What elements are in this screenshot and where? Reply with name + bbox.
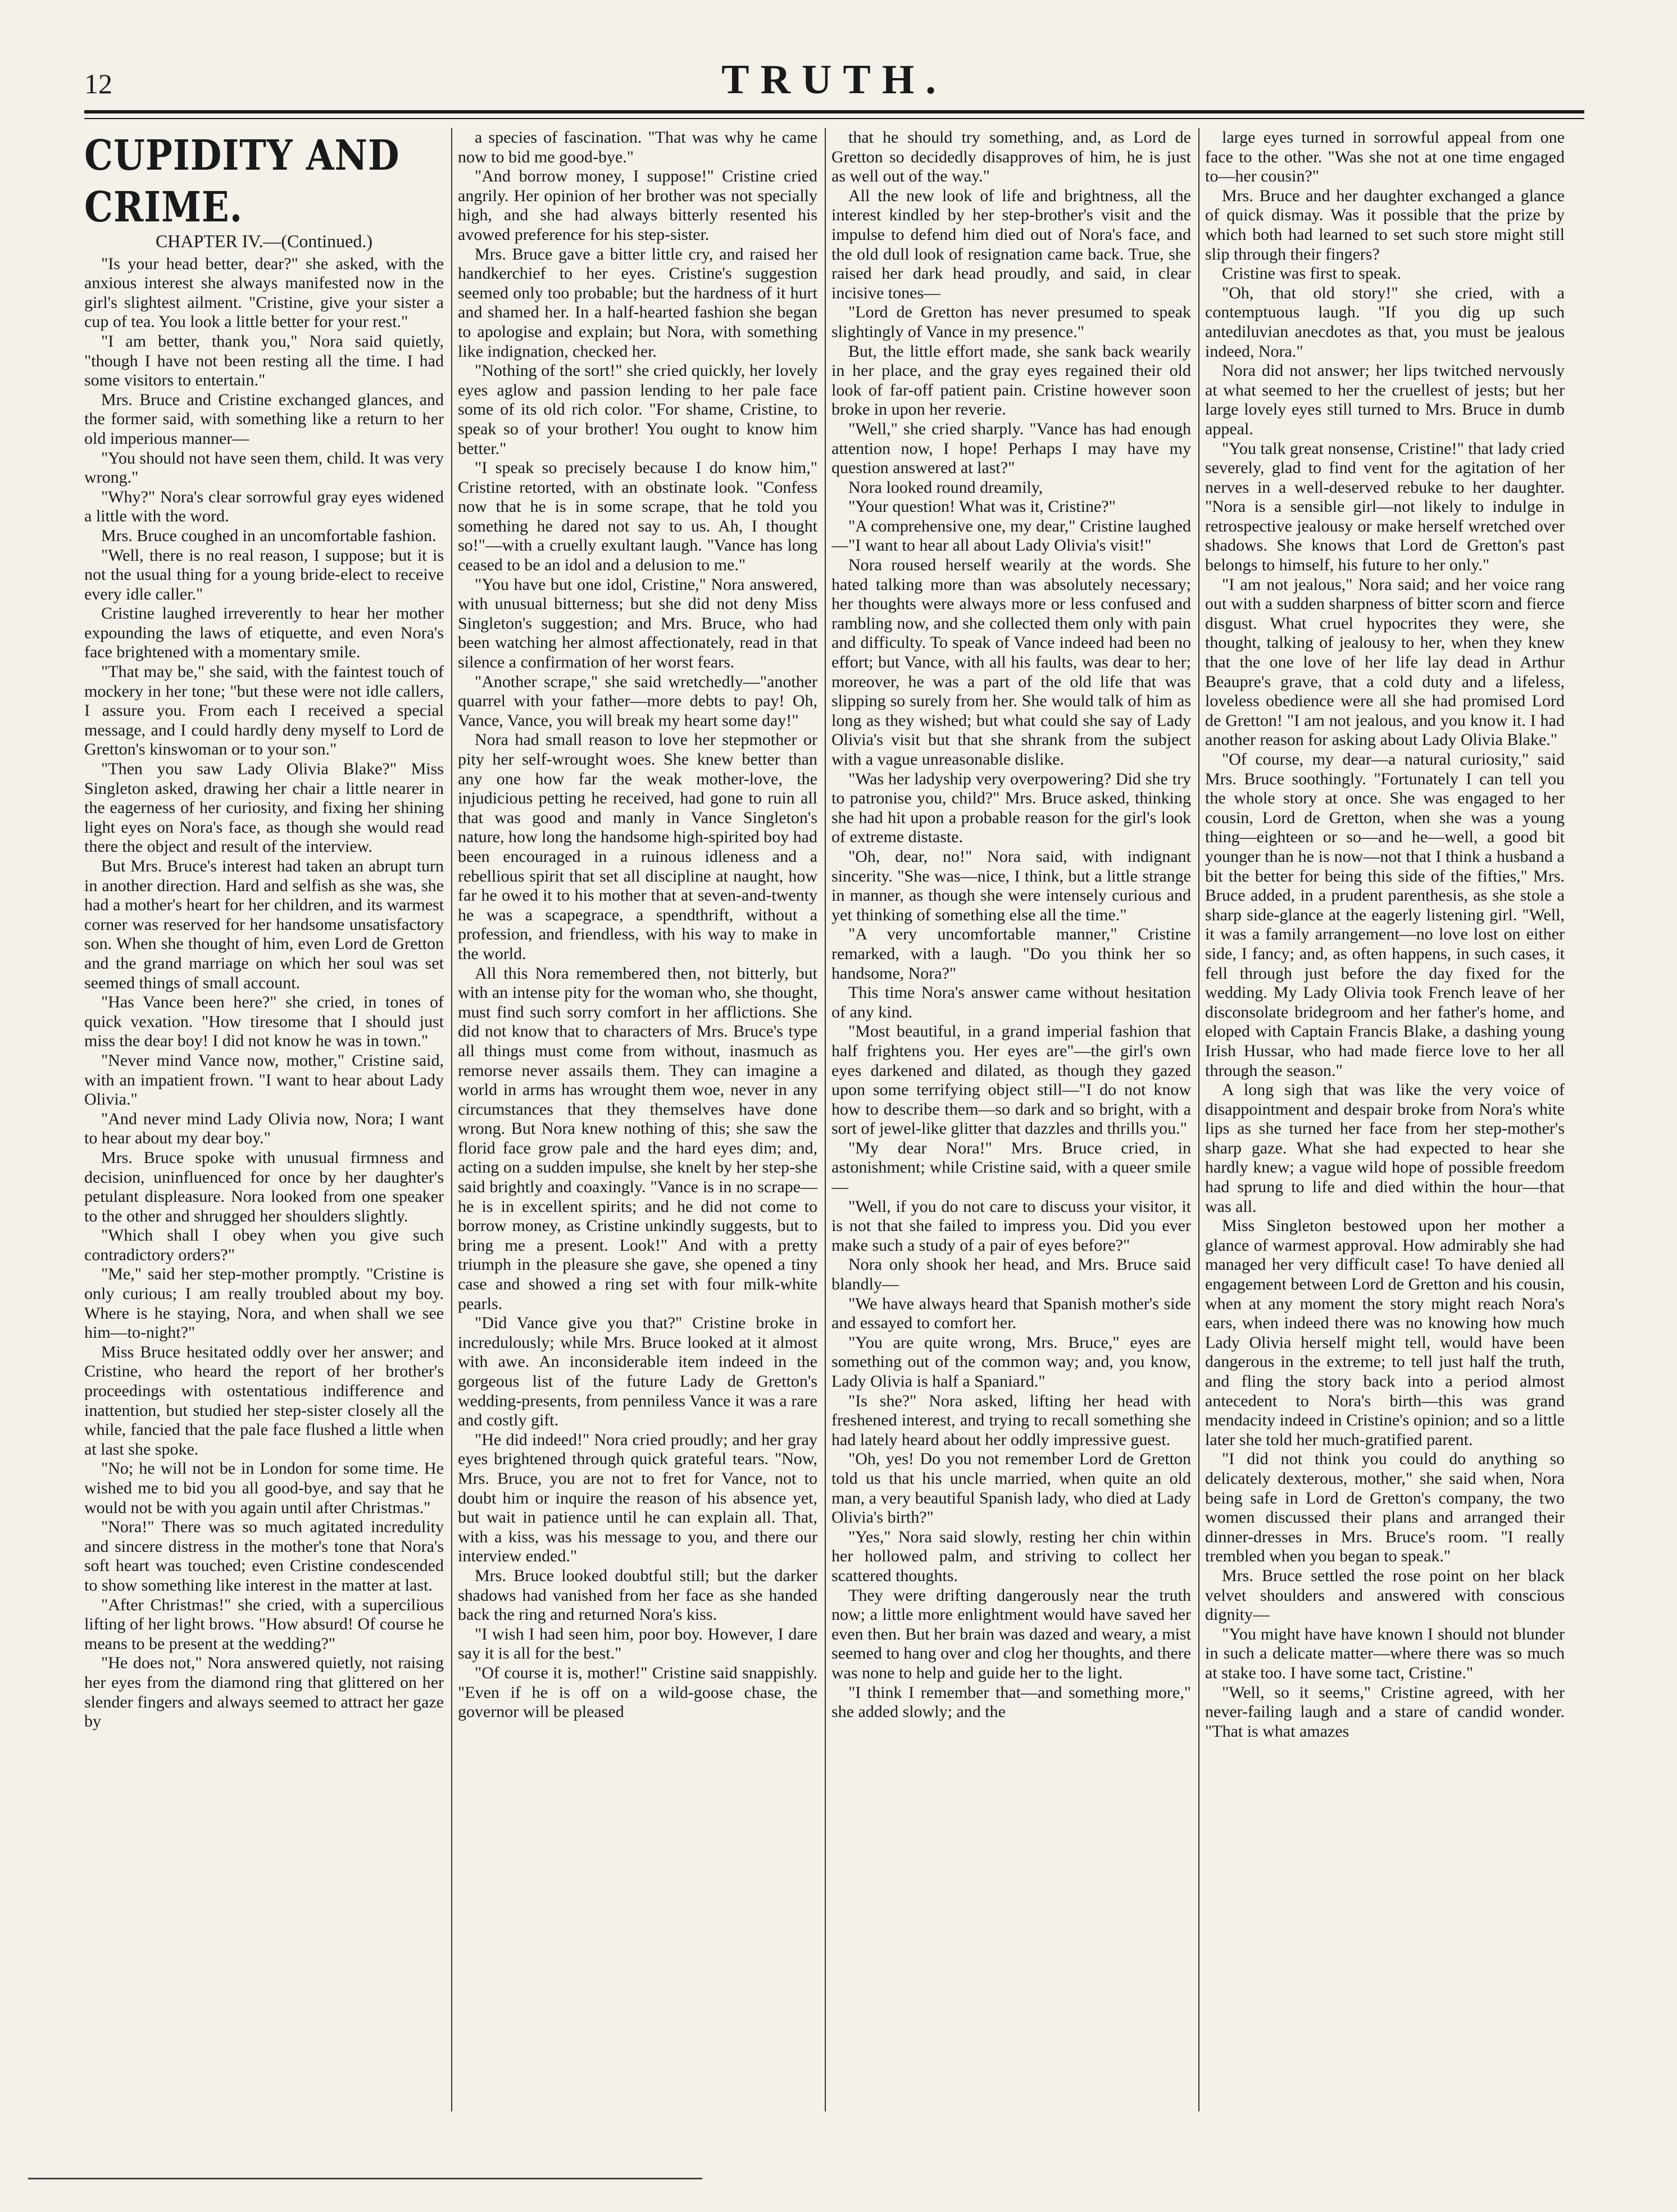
- paragraph: "After Christmas!" she cried, with a supercilious lifting of her light brows. "How absurd! Of course he means to be present at the wedding?": [84, 1595, 444, 1653]
- paragraph: "Is she?" Nora asked, lifting her head with freshened interest, and trying to recall something she had lately heard about her oddly impressive guest.: [831, 1391, 1191, 1449]
- paragraph: But, the little effort made, she sank back wearily in her place, and the gray eyes regained their old look of far-off patient pain. Cristine however soon broke in upon her reverie.: [831, 342, 1191, 419]
- paragraph: "You have but one idol, Cristine," Nora answered, with unusual bitterness; but she did not deny Miss Singleton's suggestion; and Mrs. Bruce, who had been watching her almost affectionately, read in that silence a confirmation of her worst fears.: [458, 575, 817, 672]
- paragraph: "I am not jealous," Nora said; and her voice rang out with a sudden sharpness of bitter scorn and fierce disgust. What cruel hypocrites they were, she thought, talking of jealousy to her, when they knew that the one love of her life lay dead in Arthur Beaupre's grave, that a cold duty and a lifeless, loveless obedience were all she had promised Lord de Gretton! "I am not jealous, and you know it. I had another reason for asking about Lady Olivia Blake.": [1205, 575, 1565, 750]
- article-title: CUPIDITY AND CRIME.: [84, 131, 400, 232]
- paragraph: "Oh, that old story!" she cried, with a contemptuous laugh. "If you dig up such antediluvian anecdotes as that, you must be jealous indeed, Nora.": [1205, 283, 1565, 361]
- paragraph: "I am better, thank you," Nora said quietly, "though I have not been resting all the time. I had some visitors to entertain.": [84, 331, 444, 390]
- paragraph: A long sigh that was like the very voice of disappointment and despair broke from Nora's white lips as she turned her face from her step-mother's sharp gaze. What she had expected to hear she hardly knew; a vague wild hope of possible freedom had sprung to life and died within the hour—that was all.: [1205, 1080, 1565, 1216]
- paragraph: "You might have have known I should not blunder in such a delicate matter—where there was so much at stake too. I have some tact, Cristine.": [1205, 1624, 1565, 1682]
- paragraph: "We have always heard that Spanish mother's side and essayed to comfort her.: [831, 1294, 1191, 1333]
- paragraph: "Another scrape," she said wretchedly—"another quarrel with your father—more debts to pay! Oh, Vance, Vance, you will break my heart some day!": [458, 672, 817, 730]
- page-header: [84, 52, 1584, 103]
- column-divider: [451, 128, 452, 2111]
- paragraph: "No; he will not be in London for some time. He wished me to bid you all good-bye, and say that he would not be with you again until after Christmas.": [84, 1459, 444, 1517]
- column-1-body: [84, 255, 444, 1732]
- paragraph: "Never mind Vance now, mother," Cristine said, with an impatient frown. "I want to hear about Lady Olivia.": [84, 1051, 444, 1109]
- paragraph: "Me," said her step-mother promptly. "Cristine is only curious; I am really troubled about my boy. Where is he staying, Nora, and when shall we see him—to-night?": [84, 1265, 444, 1342]
- paragraph: "Most beautiful, in a grand imperial fashion that half frightens you. Her eyes are"—the girl's own eyes darkened and dilated, as though they gazed upon some terrifying object still—"I do not know how to describe them—so dark and so bright, with a sort of jewel-like glitter that dazzles and thrills you.": [831, 1022, 1191, 1138]
- paragraph: But Mrs. Bruce's interest had taken an abrupt turn in another direction. Hard and selfish as she was, she had a mother's heart for her children, and its warmest corner was reserved for her handsome unsatisfactory son. When she thought of him, even Lord de Gretton and the grand marriage on which her soul was set seemed things of small account.: [84, 857, 444, 992]
- column-1: [84, 128, 444, 2111]
- paragraph: "He does not," Nora answered quietly, not raising her eyes from the diamond ring that glittered on her slender fingers and always seemed to attract her gaze by: [84, 1654, 444, 1731]
- column-4-body: [1205, 128, 1565, 1741]
- paragraph: Nora had small reason to love her stepmother or pity her self-wrought woes. She knew better than any one how far the weak mother-love, the injudicious petting he received, had gone to ruin all that was good and manly in Vance Singleton's nature, how long the handsome high-spirited boy had been encouraged in a ruinous idleness and a rebellious spirit that set all discipline at naught, how far he owed it to his mother that at seven-and-twenty he was a scapegrace, a spendthrift, without a profession, and friendless, with his way to make in the world.: [458, 730, 817, 963]
- paragraph: that he should try something, and, as Lord de Gretton so decidedly disapproves of him, he is just as well out of the way.": [831, 128, 1191, 186]
- paragraph: "Of course, my dear—a natural curiosity," said Mrs. Bruce soothingly. "Fortunately I can tell you the whole story at once. She was engaged to her cousin, Lord de Gretton, when she was a young thing—eighteen or so—and he—well, a good bit younger than he is now—not that I think a husband a bit the better for being this side of the fifties," Mrs. Bruce added, in a prudent parenthesis, as she stole a sharp side-glance at the eagerly listening girl. "Well, it was a family arrangement—no love lost on either side, I fancy; and, as often happens, in such cases, it fell through just before the day fixed for the wedding. My Lady Olivia took French leave of her disconsolate bridegroom and her father's home, and eloped with Captain Francis Blake, a dashing young Irish Hussar, who had made fierce love to her all through the season.": [1205, 750, 1565, 1080]
- paragraph: "I think I remember that—and something more," she added slowly; and the: [831, 1683, 1191, 1722]
- paragraph: Mrs. Bruce gave a bitter little cry, and raised her handkerchief to her eyes. Cristine's suggestion seemed only too probable; but the hardness of it hurt and shamed her. In a half-hearted fashion she began to apologise and explain; but Nora, with something like indignation, checked her.: [458, 244, 817, 361]
- paragraph: "Was her ladyship very overpowering? Did she try to patronise you, child?" Mrs. Bruce asked, thinking she had hit upon a probable reason for the girl's look of extreme distaste.: [831, 769, 1191, 847]
- paragraph: "Oh, dear, no!" Nora said, with indignant sincerity. "She was—nice, I think, but a little strange in manner, as though she were intensely curious and yet thinking of something else all the time.": [831, 847, 1191, 924]
- paragraph: "Well, there is no real reason, I suppose; but it is not the usual thing for a young bride-elect to receive every idle caller.": [84, 546, 444, 603]
- paragraph: Nora only shook her head, and Mrs. Bruce said blandly—: [831, 1255, 1191, 1294]
- paragraph: "Did Vance give you that?" Cristine broke in incredulously; while Mrs. Bruce looked at it almost with awe. An inconsiderable item indeed in the gorgeous list of the future Lady de Gretton's wedding-presents, from penniless Vance it was a rare and costly gift.: [458, 1314, 817, 1430]
- paragraph: "Which shall I obey when you give such contradictory orders?": [84, 1226, 444, 1264]
- paragraph: Cristine was first to speak.: [1222, 264, 1402, 283]
- paragraph: large eyes turned in sorrowful appeal from one face to the other. "Was she not at one time engaged to—her cousin?": [1205, 128, 1565, 186]
- paragraph: Mrs. Bruce and her daughter exchanged a glance of quick dismay. Was it possible that the prize by which both had learned to set such store might still slip through their fingers?: [1205, 186, 1565, 264]
- paragraph: "Well, if you do not care to discuss your visitor, it is not that she failed to impress you. Did you ever make such a study of a pair of eyes before?": [831, 1197, 1191, 1255]
- paragraph: Miss Bruce hesitated oddly over her answer; and Cristine, who heard the report of her brother's proceedings with ostentatious indifference and inattention, but studied her step-sister closely all the while, fancied that the pale face flushed a little when at last she spoke.: [84, 1342, 444, 1459]
- paragraph: "Nora!" There was so much agitated incredulity and sincere distress in the mother's tone that Nora's soft heart was touched; even Cristine condescended to show something like interest in the matter at last.: [84, 1518, 444, 1595]
- paragraph: "I speak so precisely because I do know him," Cristine retorted, with an obstinate look. "Confess now that he is in some scrape, that he told you something he dared not say to us. Ah, I thought so!"—with a cruelly exultant laugh. "Vance has long ceased to be an idol and a delusion to me.": [458, 458, 817, 575]
- paragraph: "A very uncomfortable manner," Cristine remarked, with a laugh. "Do you think her so handsome, Nora?": [831, 925, 1191, 983]
- column-4: [1205, 128, 1565, 2111]
- paragraph: "Is your head better, dear?" she asked, with the anxious interest she always manifested now in the girl's slightest ailment. "Cristine, give your sister a cup of tea. You look a little better for your rest.": [84, 254, 444, 331]
- paragraph: Mrs. Bruce spoke with unusual firmness and decision, uninfluenced for once by her daughter's petulant displeasure. Nora looked from one speaker to the other and shrugged her shoulders slightly.: [84, 1148, 444, 1225]
- paragraph: All the new look of life and brightness, all the interest kindled by her step-brother's visit and the impulse to defend him died out of Nora's face, and the old dull look of resignation came back. True, she raised her dark head proudly, and said, in clear incisive tones—: [831, 186, 1191, 302]
- paragraph: Nora roused herself wearily at the words. She hated talking more than was absolutely necessary; her thoughts were always more or less confused and rambling now, and she collected them only with pain and difficulty. To speak of Vance indeed had been no effort; but Vance, with all his faults, was dear to her; moreover, he was a part of the old life that was slipping so surely from her. She would talk of him as long as they wished; but what could she say of Lady Olivia's visit but that she shrank from the subject with a vague unreasonable dislike.: [831, 556, 1191, 769]
- paragraph: "I did not think you could do anything so delicately dexterous, mother," she said when, Nora being safe in Lord de Gretton's company, the two women discussed their plans and arranged their dinner-dresses in Mrs. Bruce's room. "I really trembled when you began to speak.": [1205, 1450, 1565, 1566]
- paragraph: All this Nora remembered then, not bitterly, but with an intense pity for the woman who, she thought, must find such sorry comfort in her afflictions. She did not know that to characters of Mrs. Bruce's type all things must come from without, inasmuch as remorse never assails them. They can imagine a world in arms has wrought them woe, never in any circumstances that they themselves have done wrong. But Nora knew nothing of this; she saw the florid face grow pale and the hard eyes dim; and, acting on a sudden impulse, she knelt by her step-she said brightly and coaxingly. "Vance is in no scrape—he is in excellent spirits; and he did not come to borrow money, as Cristine unkindly suggests, but to bring me a present. Look!" And with a pretty triumph in the pleasure she gave, she opened a tiny case and showed a ring set with four milk-white pearls.: [458, 964, 817, 1313]
- paragraph: "He did indeed!" Nora cried proudly; and her gray eyes brightened through quick grateful tears. "Now, Mrs. Bruce, you are not to fret for Vance, not to doubt him or inquire the reason of his absence yet, but wait in patience until he can explain all. That, with a kiss, was his message to you, and there our interview ended.": [458, 1430, 817, 1566]
- page-number: 12: [84, 68, 112, 99]
- paragraph: Mrs. Bruce settled the rose point on her black velvet shoulders and answered with conscious dignity—: [1205, 1566, 1565, 1624]
- paragraph: Nora looked round dreamily,: [848, 478, 1043, 497]
- paragraph: "Well, so it seems," Cristine agreed, with her never-failing laugh and a stare of candid wonder. "That is what amazes: [1205, 1683, 1565, 1741]
- paragraph: "My dear Nora!" Mrs. Bruce cried, in astonishment; while Cristine said, with a queer smile—: [831, 1138, 1191, 1197]
- paragraph: Cristine laughed irreverently to hear her mother expounding the laws of etiquette, and even Nora's face brightened with a momentary smile.: [84, 604, 444, 662]
- footer-rule: [28, 2178, 702, 2179]
- paragraph: This time Nora's answer came without hesitation of any kind.: [831, 983, 1191, 1021]
- paragraph: "Well," she cried sharply. "Vance has had enough attention now, I hope! Perhaps I may have my question answered at last?": [831, 419, 1191, 478]
- column-3: [831, 128, 1191, 2111]
- paragraph: "I wish I had seen him, poor boy. However, I dare say it is all for the best.": [458, 1624, 817, 1663]
- paragraph: "You should not have seen them, child. It was very wrong.": [84, 448, 444, 487]
- paragraph: "Your question! What was it, Cristine?": [848, 497, 1116, 516]
- paragraph: "Why?" Nora's clear sorrowful gray eyes widened a little with the word.: [84, 487, 444, 526]
- paragraph: a species of fascination. "That was why he came now to bid me good-bye.": [458, 128, 817, 166]
- header-rule-thin: [84, 118, 1584, 119]
- column-divider: [825, 128, 826, 2111]
- chapter-heading: CHAPTER IV.—(Continued.): [155, 231, 373, 251]
- column-3-body: [831, 128, 1191, 1722]
- column-divider: [1198, 128, 1199, 2111]
- paragraph: "Then you saw Lady Olivia Blake?" Miss Singleton asked, drawing her chair a little nearer in the eagerness of her curiosity, and fixing her shining light eyes on Nora's face, as though she would read there the object and result of the interview.: [84, 760, 444, 856]
- paragraph: "That may be," she said, with the faintest touch of mockery in her tone; "but these were not idle callers, I assure you. From each I received a special message, and I could hardly deny myself to Lord de Gretton's kinswoman or to your son.": [84, 662, 444, 759]
- paragraph: "And borrow money, I suppose!" Cristine cried angrily. Her opinion of her brother was not specially high, and she had always bitterly resented his avowed preference for his step-sister.: [458, 167, 817, 244]
- paragraph: "Yes," Nora said slowly, resting her chin within her hollowed palm, and striving to collect her scattered thoughts.: [831, 1527, 1191, 1585]
- paragraph: "You talk great nonsense, Cristine!" that lady cried severely, glad to find vent for the agitation of her nerves in a well-deserved rebuke to her daughter. "Nora is a sensible girl—not likely to indulge in retrospective jealousy or make herself wretched over shadows. She knows that Lord de Gretton's past belongs to himself, his future to her only.": [1205, 439, 1565, 575]
- paragraph: "A comprehensive one, my dear," Cristine laughed—"I want to hear all about Lady Olivia's visit!": [831, 516, 1191, 555]
- masthead: TRUTH.: [721, 57, 947, 103]
- paragraph: Mrs. Bruce and Cristine exchanged glances, and the former said, with something like a return to her old imperious manner—: [84, 390, 444, 448]
- column-2-body: [458, 128, 817, 1722]
- paragraph: "Nothing of the sort!" she cried quickly, her lovely eyes aglow and passion lending to her pale face some of its old rich color. "For shame, Cristine, to speak so of your brother! You ought to know him better.": [458, 361, 817, 458]
- paragraph: Nora did not answer; her lips twitched nervously at what seemed to her the cruellest of jests; but her large lovely eyes still turned to Mrs. Bruce in dumb appeal.: [1205, 361, 1565, 438]
- paragraph: "You are quite wrong, Mrs. Bruce," eyes are something out of the common way; and, you know, Lady Olivia is half a Spaniard.": [831, 1333, 1191, 1391]
- paragraph: Miss Singleton bestowed upon her mother a glance of warmest approval. How admirably she had managed her very difficult case! To have denied all engagement between Lord de Gretton and his cousin, when at any moment the story might reach Nora's ears, when indeed there was no knowing how much Lady Olivia herself might tell, would have been dangerous in the extreme; to tell just half the truth, and fling the story back into a period almost antecedent to Nora's birth—this was grand mendacity indeed in Cristine's opinion; and so a little later she told her much-gratified parent.: [1205, 1216, 1565, 1449]
- header-rule: [84, 110, 1584, 113]
- paragraph: "Has Vance been here?" she cried, in tones of quick vexation. "How tiresome that I should just miss the dear boy! I did not know he was in town.": [84, 993, 444, 1051]
- paragraph: "Of course it is, mother!" Cristine said snappishly. "Even if he is off on a wild-goose chase, the governor will be pleased: [458, 1663, 817, 1722]
- paragraph: "And never mind Lady Olivia now, Nora; I want to hear about my dear boy.": [84, 1109, 444, 1148]
- paragraph: Mrs. Bruce coughed in an uncomfortable fashion.: [101, 526, 437, 545]
- paragraph: "Lord de Gretton has never presumed to speak slightingly of Vance in my presence.": [831, 303, 1191, 341]
- paragraph: Mrs. Bruce looked doubtful still; but the darker shadows had vanished from her face as she handed back the ring and returned Nora's kiss.: [458, 1566, 817, 1624]
- column-2: [458, 128, 817, 2111]
- paragraph: They were drifting dangerously near the truth now; a little more enlightment would have saved her even then. But her brain was dazed and weary, a mist seemed to hang over and clog her thoughts, and there was none to help and guide her to the light.: [831, 1586, 1191, 1682]
- paragraph: "Oh, yes! Do you not remember Lord de Gretton told us that his uncle married, when quite an old man, a very beautiful Spanish lady, who died at Lady Olivia's birth?": [831, 1450, 1191, 1527]
